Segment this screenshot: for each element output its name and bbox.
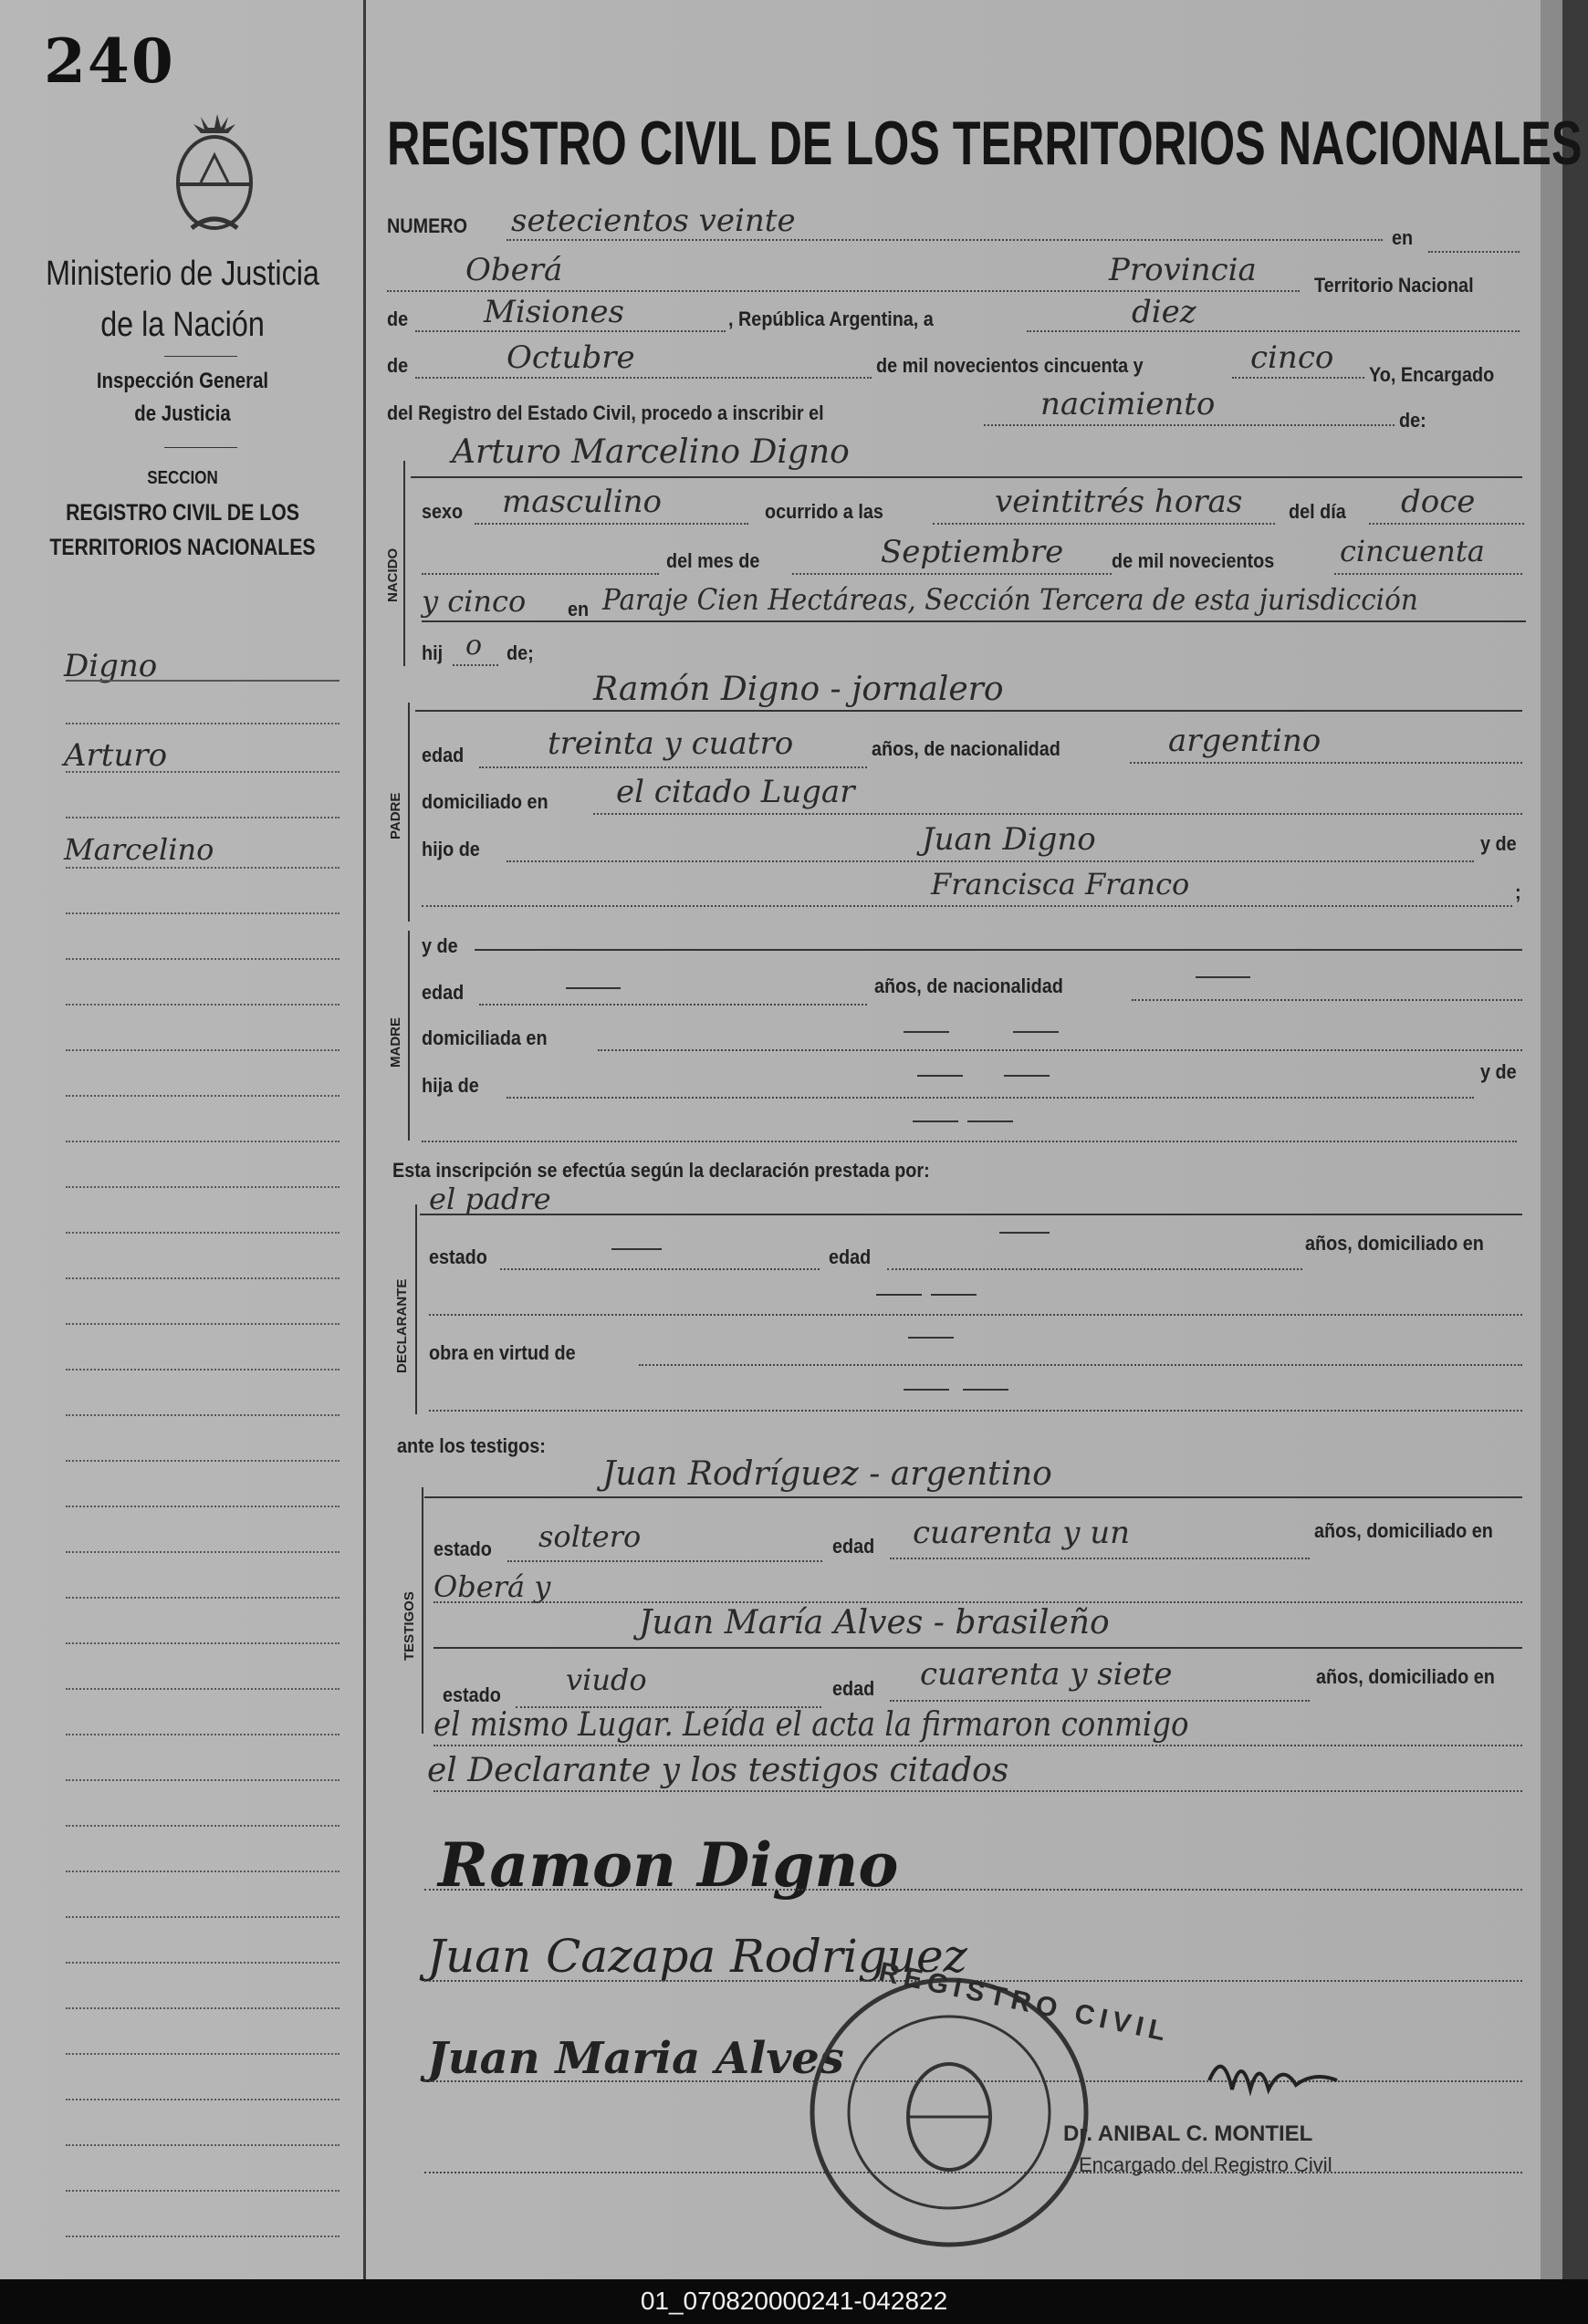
en-label-2: en xyxy=(568,598,590,620)
obra-label: obra en virtud de xyxy=(429,1341,576,1364)
line xyxy=(1027,330,1520,332)
line xyxy=(507,1560,822,1562)
registry-line-1: REGISTRO CIVIL DE LOS xyxy=(66,500,299,526)
line xyxy=(422,905,1512,907)
declarante-label: DECLARANTE xyxy=(394,1278,410,1373)
dash xyxy=(931,1294,977,1296)
line xyxy=(475,523,748,525)
testigos-label: TESTIGOS xyxy=(402,1591,417,1661)
testigo-2-value: Juan María Alves - brasileño xyxy=(639,1604,1110,1641)
line xyxy=(933,523,1275,525)
line xyxy=(415,330,726,332)
dash xyxy=(917,1075,963,1077)
coat-of-arms-icon xyxy=(164,100,265,237)
y-de-label: y de xyxy=(1480,832,1517,855)
de-semi-label: de; xyxy=(507,641,534,664)
line xyxy=(424,1889,1522,1891)
ocurrido-label: ocurrido a las xyxy=(765,500,883,523)
line xyxy=(1428,251,1520,253)
line xyxy=(420,1214,1522,1215)
line xyxy=(453,664,498,666)
estado-label-2: estado xyxy=(434,1537,492,1560)
line xyxy=(434,1790,1522,1792)
numero-value: setecientos veinte xyxy=(511,203,796,239)
anos-dom-label-2: años, domiciliado en xyxy=(1314,1519,1493,1542)
line xyxy=(507,239,1383,241)
anio-value: cinco xyxy=(1250,339,1334,376)
line xyxy=(1369,523,1524,525)
seal-text: REGISTRO CIVIL xyxy=(876,1956,1174,2048)
registry-line-2: TERRITORIOS NACIONALES xyxy=(49,535,316,560)
line xyxy=(1232,377,1364,379)
de-mil-label: de mil novecientos cincuenta y xyxy=(876,354,1144,377)
line xyxy=(984,424,1395,426)
y-de-label-2: y de xyxy=(422,934,458,957)
nacido-label: NACIDO xyxy=(385,547,401,602)
dash xyxy=(1196,976,1250,978)
de-label-2: de xyxy=(387,354,409,377)
ministry-line-1: Ministerio de Justicia xyxy=(46,255,319,293)
line xyxy=(434,1601,1522,1603)
dash xyxy=(1004,1075,1050,1077)
page-binding xyxy=(1562,0,1588,2279)
line xyxy=(792,573,1112,575)
testigo-2-edad-value: cuarenta y siete xyxy=(920,1656,1173,1693)
line xyxy=(639,1364,1522,1366)
inspection-line-2: de Justicia xyxy=(134,401,231,426)
hija-de-label: hija de xyxy=(422,1074,479,1097)
acto-value: nacimiento xyxy=(1040,386,1216,422)
line xyxy=(422,1141,1517,1142)
rule xyxy=(164,356,237,357)
hij-o-value: o xyxy=(465,630,483,662)
anio-nac-2-value: y cinco xyxy=(422,584,527,619)
anos-nac-label-2: años, de nacionalidad xyxy=(874,974,1063,997)
padre-bracket xyxy=(408,703,410,922)
nacido-bracket xyxy=(403,461,405,666)
padre-dom-value: el citado Lugar xyxy=(616,774,855,810)
del-mes-label: del mes de xyxy=(666,549,760,572)
ministry-title xyxy=(43,248,322,350)
republica-label: , República Argentina, a xyxy=(728,307,934,330)
yo-label: Yo, Encargado xyxy=(1369,363,1495,386)
line xyxy=(598,1049,1522,1051)
sexo-label: sexo xyxy=(422,500,464,523)
dash xyxy=(904,1031,949,1033)
dash xyxy=(611,1248,662,1250)
line xyxy=(593,813,1522,815)
line xyxy=(434,1745,1522,1746)
signature-juan-alves: Juan Maria Alves xyxy=(427,2033,844,2084)
footer-bar xyxy=(0,2279,1588,2324)
line xyxy=(507,860,1474,862)
line xyxy=(434,1647,1522,1649)
padre-nac-value: argentino xyxy=(1168,723,1322,759)
dash xyxy=(876,1294,922,1296)
y-de-label-3: y de xyxy=(1480,1060,1517,1083)
edad-label-4: edad xyxy=(832,1535,875,1558)
domiciliada-label: domiciliada en xyxy=(422,1027,548,1049)
dash xyxy=(999,1232,1050,1234)
sexo-value: masculino xyxy=(502,484,663,520)
anos-dom-label-3: años, domiciliado en xyxy=(1316,1665,1495,1688)
edad-label: edad xyxy=(422,744,465,766)
line xyxy=(475,949,1522,951)
mes-nac-value: Septiembre xyxy=(881,534,1064,570)
abuela-value: Francisca Franco xyxy=(931,867,1190,901)
hij-label: hij xyxy=(422,641,444,664)
document-title: REGISTRO CIVIL DE LOS TERRITORIOS NACIONALES xyxy=(387,109,1583,178)
de-mil-nov-label: de mil novecientos xyxy=(1112,549,1275,572)
file-id: 01_070820000241-042822 xyxy=(640,2287,948,2315)
dash xyxy=(1013,1031,1059,1033)
line xyxy=(424,1496,1522,1498)
column-divider xyxy=(363,0,366,2279)
hijo-de-label: hijo de xyxy=(422,838,480,860)
line xyxy=(429,1314,1522,1316)
margin-given-1: Arturo xyxy=(64,737,168,774)
anos-dom-label: años, domiciliado en xyxy=(1305,1232,1484,1255)
signature-ramon: Ramon Digno xyxy=(438,1829,899,1901)
anio-nac-1-value: cincuenta xyxy=(1340,534,1485,568)
line xyxy=(415,377,872,379)
ministry-line-2: de la Nación xyxy=(100,306,265,344)
padre-label: PADRE xyxy=(388,792,403,839)
semicolon-label: ; xyxy=(1515,881,1521,903)
provincia-de-value: Misiones xyxy=(484,294,624,330)
declarante-value: el padre xyxy=(429,1182,551,1216)
dash xyxy=(566,987,621,989)
margin-surname: Digno xyxy=(64,648,158,684)
territorio-label: Territorio Nacional xyxy=(1314,274,1474,297)
lugar-nac-value: Paraje Cien Hectáreas, Sección Tercera de esta jurisdicción xyxy=(602,582,1418,617)
testigo-1-dom-value: Oberá y xyxy=(434,1569,551,1604)
dash xyxy=(904,1389,949,1391)
padre-edad-value: treinta y cuatro xyxy=(548,725,794,762)
testigos-bracket xyxy=(422,1487,423,1734)
del-registro-label: del Registro del Estado Civil, procedo a inscribir el xyxy=(387,401,824,424)
ante-label: ante los testigos: xyxy=(397,1434,546,1457)
en-label: en xyxy=(1392,226,1414,249)
dash xyxy=(908,1337,954,1339)
line xyxy=(1130,762,1522,764)
lugar-value: Oberá xyxy=(465,252,563,288)
madre-label: MADRE xyxy=(388,1017,403,1068)
edad-label-2: edad xyxy=(422,981,465,1004)
de-label: de xyxy=(387,307,409,330)
de-colon-label: de: xyxy=(1399,409,1426,432)
dash xyxy=(913,1120,958,1122)
line xyxy=(1132,999,1522,1001)
dia-value: diez xyxy=(1132,294,1196,330)
dash xyxy=(967,1120,1013,1122)
margin-given-2: Marcelino xyxy=(64,832,214,867)
officer-title: Encargado del Registro Civil xyxy=(1079,2153,1332,2176)
horas-value: veintitrés horas xyxy=(995,484,1243,520)
abuelo-value: Juan Digno xyxy=(922,821,1096,858)
madre-bracket xyxy=(408,931,410,1141)
dash xyxy=(963,1389,1008,1391)
line xyxy=(500,1268,820,1270)
line xyxy=(507,1097,1474,1099)
line xyxy=(411,476,1522,478)
officer-name: Dr. ANIBAL C. MONTIEL xyxy=(1063,2121,1313,2146)
page-edge xyxy=(1541,0,1562,2279)
anos-nac-label: años, de nacionalidad xyxy=(872,737,1060,760)
testigo-2-estado-value: viudo xyxy=(566,1662,647,1697)
estado-label: estado xyxy=(429,1245,487,1268)
section-title xyxy=(43,461,322,565)
provincia-value: Provincia xyxy=(1109,252,1257,288)
testigo-1-edad-value: cuarenta y un xyxy=(913,1515,1131,1551)
cierre-2-value: el Declarante y los testigos citados xyxy=(427,1752,1009,1789)
line xyxy=(479,766,867,768)
rule xyxy=(164,447,237,448)
esta-inscripcion-label: Esta inscripción se efectúa según la declaración prestada por: xyxy=(392,1159,930,1182)
nombre-value: Arturo Marcelino Digno xyxy=(452,433,850,471)
line xyxy=(479,1004,867,1006)
edad-label-5: edad xyxy=(832,1677,875,1700)
line xyxy=(415,710,1522,712)
estado-label-3: estado xyxy=(443,1683,501,1706)
testigo-1-value: Juan Rodríguez - argentino xyxy=(602,1455,1052,1493)
cierre-1-value: el mismo Lugar. Leída el acta la firmaron conmigo xyxy=(434,1706,1189,1744)
declarante-bracket xyxy=(415,1204,417,1414)
line xyxy=(887,1268,1302,1270)
line xyxy=(890,1558,1310,1559)
line xyxy=(422,573,659,575)
del-dia-label: del día xyxy=(1289,500,1346,523)
page-number: 240 xyxy=(44,26,175,97)
line xyxy=(422,620,1526,622)
section-label: SECCION xyxy=(147,468,218,488)
mes-value: Octubre xyxy=(507,339,635,376)
numero-label: NUMERO xyxy=(387,214,468,237)
inspection-line-1: Inspección General xyxy=(96,369,269,393)
domiciliado-label: domiciliado en xyxy=(422,790,548,813)
officer-signature xyxy=(1205,2044,1342,2108)
edad-label-3: edad xyxy=(829,1245,872,1268)
inspection-title xyxy=(43,365,322,431)
line xyxy=(1334,573,1522,575)
line xyxy=(890,1700,1310,1702)
line xyxy=(387,290,1300,292)
signature-juan-cazapa: Juan Cazapa Rodriguez xyxy=(427,1930,967,1983)
dia-nac-value: doce xyxy=(1401,484,1476,520)
line xyxy=(429,1410,1522,1412)
testigo-1-estado-value: soltero xyxy=(538,1519,642,1554)
padre-value: Ramón Digno - jornalero xyxy=(593,671,1004,708)
